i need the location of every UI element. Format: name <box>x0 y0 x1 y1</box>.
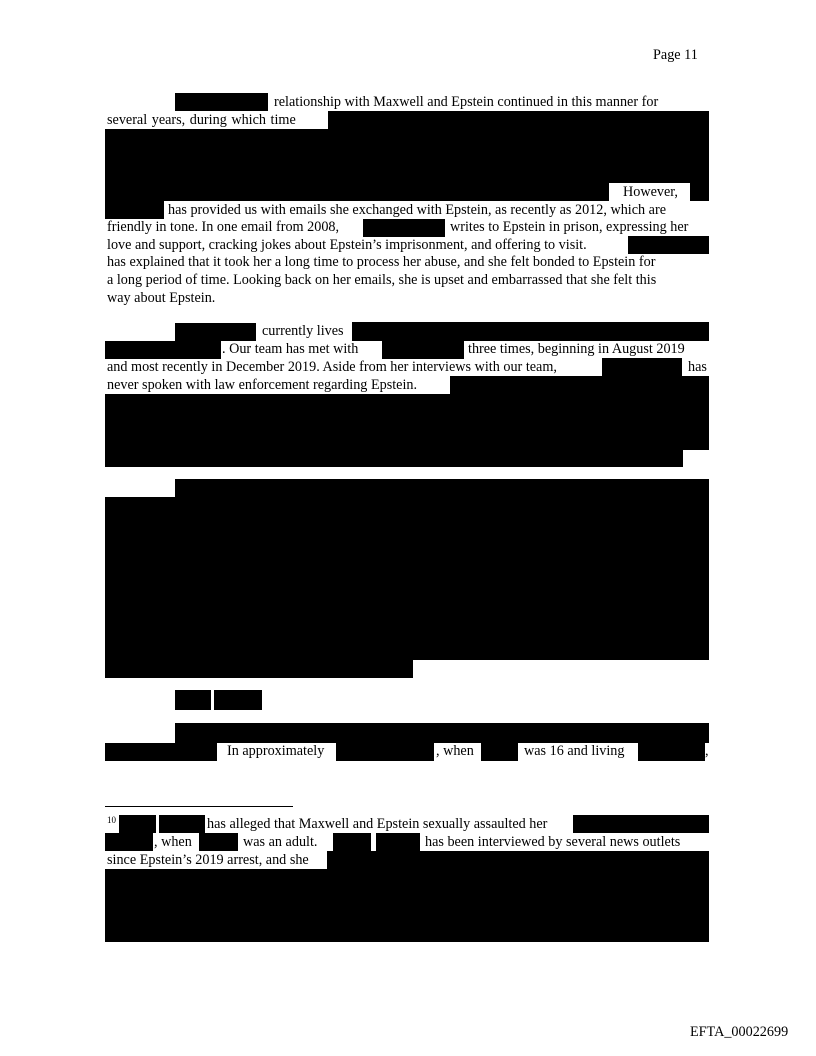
redaction <box>376 833 420 851</box>
redaction <box>175 93 268 111</box>
para2-line1: currently lives <box>262 323 344 339</box>
redaction <box>382 341 464 359</box>
redaction <box>327 851 709 869</box>
footnote-line2b: was an adult. <box>243 834 318 850</box>
redaction <box>199 833 238 851</box>
para4-b: , when <box>436 743 474 759</box>
para1-line1: relationship with Maxwell and Epstein continued in this manner for <box>274 94 659 110</box>
redaction <box>638 743 705 761</box>
redaction <box>363 219 445 237</box>
redaction <box>336 743 434 761</box>
para1-line5b: writes to Epstein in prison, expressing her <box>450 219 689 235</box>
redaction <box>328 111 709 129</box>
redaction <box>105 660 413 678</box>
redaction <box>628 236 709 254</box>
footnote-line2a: , when <box>154 834 192 850</box>
bates-number: EFTA_00022699 <box>690 1024 789 1040</box>
redaction <box>105 497 709 660</box>
para2-line3b: has <box>688 359 707 375</box>
para1-line4: has provided us with emails she exchanged with Epstein, as recently as 2012, which are <box>168 202 667 218</box>
redaction <box>105 394 709 450</box>
redaction <box>159 815 205 833</box>
para4-d: , <box>705 743 709 759</box>
para4-c: was 16 and living <box>524 743 625 759</box>
para4-a: In approximately <box>227 743 325 759</box>
redaction <box>105 450 683 467</box>
redaction <box>352 322 709 341</box>
para1-line6: love and support, cracking jokes about Epstein’s imprisonment, and offering to visit. <box>107 237 587 253</box>
redaction <box>602 358 682 376</box>
redaction <box>333 833 371 851</box>
footnote-line2c: has been interviewed by several news outlets <box>425 834 681 850</box>
redaction <box>105 743 217 761</box>
footnote-marker: 10 <box>107 815 116 825</box>
redaction <box>105 341 221 359</box>
redaction <box>214 690 262 710</box>
redaction <box>105 869 709 942</box>
redaction <box>175 723 709 743</box>
para1-however: However, <box>623 184 678 200</box>
redaction <box>175 479 709 497</box>
redaction <box>105 833 153 851</box>
redaction <box>450 376 709 394</box>
para2-line3: and most recently in December 2019. Aside from her interviews with our team, <box>107 359 557 375</box>
para1-line9: way about Epstein. <box>107 290 216 306</box>
para1-line2: several years, during which time <box>107 112 296 128</box>
para1-line7: has explained that it took her a long time to process her abuse, and she felt bonded to Epstein for <box>107 254 656 270</box>
footnote-line3: since Epstein’s 2019 arrest, and she <box>107 852 309 868</box>
footnote-rule <box>105 806 293 807</box>
redaction <box>175 690 211 710</box>
redaction <box>105 201 164 219</box>
redaction <box>175 323 256 341</box>
redaction <box>105 129 709 183</box>
redaction <box>481 743 518 761</box>
redaction <box>105 183 609 201</box>
para2-line2a: . Our team has met with <box>222 341 359 357</box>
redaction <box>573 815 709 833</box>
para2-line2b: three times, beginning in August 2019 <box>468 341 685 357</box>
redaction <box>690 183 709 201</box>
para1-line5a: friendly in tone. In one email from 2008, <box>107 219 340 235</box>
para1-line8: a long period of time. Looking back on her emails, she is upset and embarrassed that she felt this <box>107 272 657 288</box>
para2-line4: never spoken with law enforcement regarding Epstein. <box>107 377 418 393</box>
redaction <box>119 815 156 833</box>
footnote-line1: has alleged that Maxwell and Epstein sexually assaulted her <box>207 816 548 832</box>
page-number: Page 11 <box>653 47 698 63</box>
